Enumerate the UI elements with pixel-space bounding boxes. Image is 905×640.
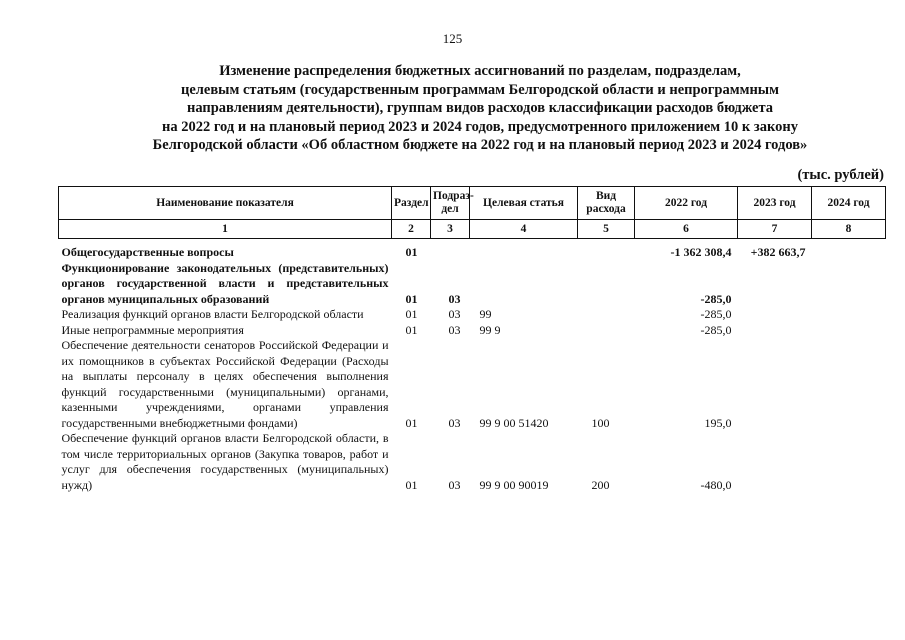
header-2023: 2023 год <box>738 187 812 220</box>
table-row <box>59 261 886 308</box>
row-subsection: 03 <box>448 322 461 337</box>
table-row <box>59 338 886 431</box>
title-line: направлениям деятельности), группам видов расходов классификации расходов бюджета <box>186 100 774 116</box>
row-subsection: 03 <box>448 307 461 321</box>
row-value-2024 <box>812 323 886 339</box>
header-subsection: Подраз-дел <box>431 187 470 220</box>
row-target: 99 <box>479 307 492 321</box>
row-value-2024 <box>812 431 886 493</box>
column-number: 7 <box>738 220 812 239</box>
row-target <box>470 239 578 261</box>
row-name: Общегосударственные вопросы <box>61 245 234 259</box>
column-number: 5 <box>578 220 635 239</box>
row-kind <box>578 307 635 323</box>
row-subsection <box>431 239 470 261</box>
row-section: 01 <box>405 291 418 306</box>
column-number: 4 <box>470 220 578 239</box>
row-value-2024 <box>812 261 886 308</box>
header-row <box>59 187 886 220</box>
title-line: целевым статьям (государственным программам Белгородской области и непрограммным <box>180 81 780 98</box>
row-name: Функционирование законодательных (представительных) органов государственной власти и представительных органов муниципальных образований <box>61 260 389 306</box>
row-section: 01 <box>405 307 418 321</box>
header-2024: 2024 год <box>812 187 886 220</box>
row-value-2023 <box>738 307 812 323</box>
title-line: Изменение распределения бюджетных ассигнований по разделам, подразделам, <box>219 63 741 79</box>
column-number-row <box>59 220 886 239</box>
row-kind <box>578 239 635 261</box>
table-row <box>59 307 886 323</box>
title-line: на 2022 год и на плановый период 2023 и 2024 годов, предусмотренного приложением 10 к закону <box>161 118 799 135</box>
row-value-2023 <box>738 261 812 308</box>
row-value-2023 <box>738 431 812 493</box>
row-subsection: 03 <box>448 477 461 492</box>
row-section: 01 <box>405 322 418 337</box>
column-number: 8 <box>812 220 886 239</box>
table-row <box>59 323 886 339</box>
header-2022: 2022 год <box>635 187 738 220</box>
header-section: Раздел <box>392 187 431 220</box>
table-row <box>59 431 886 493</box>
row-target: 99 9 <box>479 322 501 337</box>
budget-table <box>58 186 886 493</box>
header-kind: Вид расхода <box>578 187 635 220</box>
row-value-2022: -1 362 308,4 <box>670 245 732 259</box>
row-value-2024 <box>812 338 886 431</box>
row-name: Реализация функций органов власти Белгородской области <box>61 307 364 321</box>
row-value-2023: +382 663,7 <box>750 245 806 259</box>
row-target: 99 9 00 51420 <box>479 415 549 430</box>
row-kind <box>578 261 635 308</box>
row-value-2022: -285,0 <box>700 322 732 337</box>
row-value-2024 <box>812 307 886 323</box>
column-number: 6 <box>635 220 738 239</box>
header-name: Наименование показателя <box>59 187 392 220</box>
column-number: 2 <box>392 220 431 239</box>
row-section: 01 <box>405 477 418 492</box>
row-value-2023 <box>738 338 812 431</box>
title-line: Белгородской области «Об областном бюджете на 2022 год и на плановый период 2023 и 2024 годов» <box>152 137 808 153</box>
row-target <box>470 261 578 308</box>
row-value-2022: -285,0 <box>700 291 732 306</box>
row-value-2024 <box>812 239 886 261</box>
document-title <box>60 62 900 155</box>
row-name: Иные непрограммные мероприятия <box>61 322 244 337</box>
row-kind: 200 <box>591 477 610 492</box>
column-number: 1 <box>59 220 392 239</box>
table-row <box>59 239 886 261</box>
row-value-2023 <box>738 323 812 339</box>
row-subsection: 03 <box>448 415 461 430</box>
row-name: Обеспечение функций органов власти Белгородской области, в том числе территориальных органов (Закупка товаров, работ и услуг для обеспечения государственных (муниципальных) нужд) <box>61 431 389 492</box>
unit-label: (тыс. рублей) <box>797 167 884 183</box>
page-number: 125 <box>442 31 463 46</box>
header-target: Целевая статья <box>470 187 578 220</box>
row-target: 99 9 00 90019 <box>479 477 549 492</box>
row-section: 01 <box>405 245 418 259</box>
row-value-2022: -480,0 <box>700 477 732 492</box>
row-value-2022: -285,0 <box>700 307 732 321</box>
column-number: 3 <box>431 220 470 239</box>
row-kind <box>578 323 635 339</box>
row-kind: 100 <box>591 415 610 430</box>
row-value-2022: 195,0 <box>704 415 732 430</box>
row-subsection: 03 <box>448 291 461 306</box>
row-name: Обеспечение деятельности сенаторов Российской Федерации и их помощников в субъектах Российской Федерации (Расходы на выплаты персоналу в целях обеспечения выполнения функций государственными (муниципальными) органами, казенными учреждениями, органами управления государственными внебюджетными фондами) <box>61 338 389 430</box>
row-section: 01 <box>405 415 418 430</box>
